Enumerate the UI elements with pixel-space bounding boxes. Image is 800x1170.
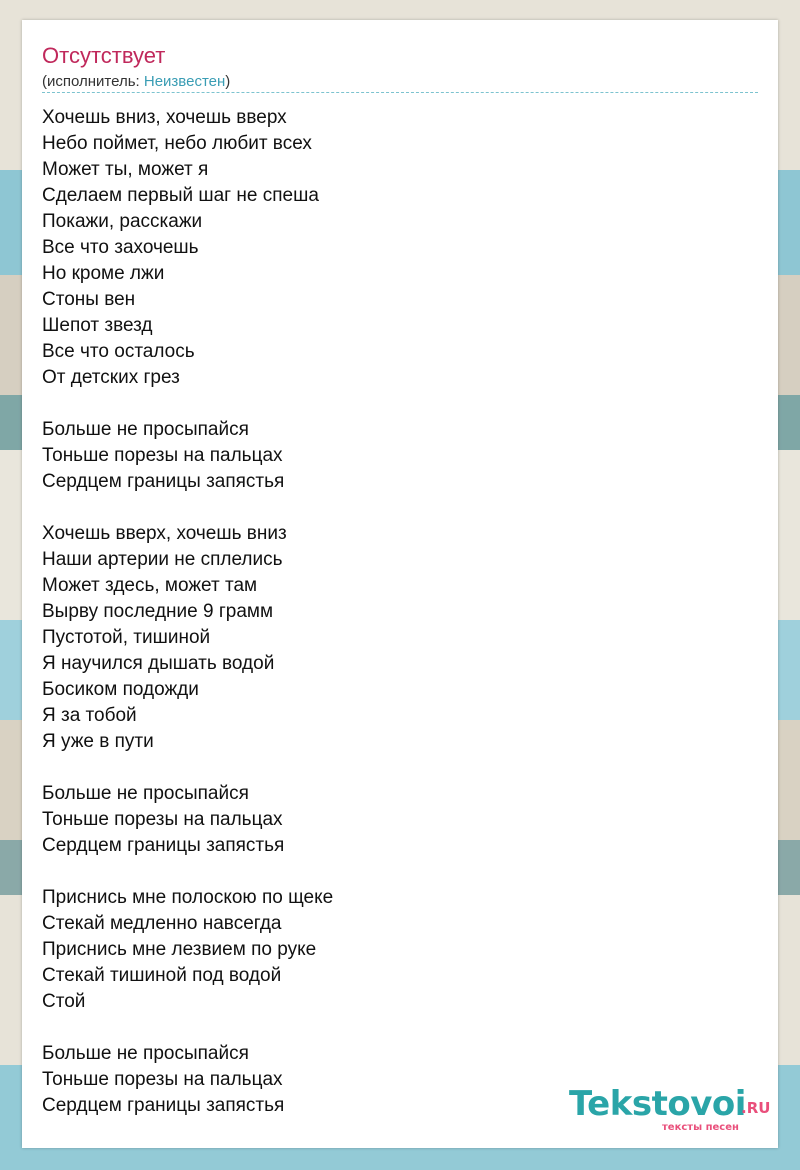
lyric-line: Сердцем границы запястья	[42, 835, 285, 856]
lyric-line: Вырву последние 9 грамм	[42, 601, 274, 622]
lyric-line: Покажи, расскажи	[42, 211, 203, 232]
stanza	[42, 417, 742, 495]
lyric-line: Стекай тишиной под водой	[42, 965, 282, 986]
lyric-line: Сердцем границы запястья	[42, 471, 285, 492]
lyric-line: Все что захочешь	[42, 237, 199, 258]
lyric-line: Тоньше порезы на пальцах	[42, 445, 283, 466]
artist-line	[42, 72, 230, 92]
lyric-line: Больше не просыпайся	[42, 1043, 249, 1064]
lyric-line: Небо поймет, небо любит всех	[42, 133, 312, 154]
lyric-line: Я уже в пути	[42, 731, 154, 752]
stanza	[42, 885, 742, 1015]
lyric-line: Босиком подожди	[42, 679, 199, 700]
lyric-line: Сердцем границы запястья	[42, 1095, 285, 1116]
lyrics-text	[42, 105, 742, 1119]
lyric-line: Приснись мне лезвием по руке	[42, 939, 317, 960]
stanza-gap	[42, 391, 742, 417]
lyric-line: Сделаем первый шаг не спеша	[42, 185, 319, 206]
lyric-line: Пустотой, тишиной	[42, 627, 211, 648]
lyric-line: Может ты, может я	[42, 159, 209, 180]
lyric-line: Больше не просыпайся	[42, 783, 249, 804]
lyric-line: Стой	[42, 991, 86, 1012]
stanza	[42, 521, 742, 755]
header-divider	[42, 92, 758, 93]
stanza-gap	[42, 755, 742, 781]
lyric-line: Может здесь, может там	[42, 575, 258, 596]
stanza-gap	[42, 1015, 742, 1041]
lyric-line: Шепот звезд	[42, 315, 153, 336]
lyric-line: Хочешь вниз, хочешь вверх	[42, 107, 287, 128]
lyric-line: Наши артерии не сплелись	[42, 549, 283, 570]
lyric-line: Тоньше порезы на пальцах	[42, 1069, 283, 1090]
lyric-line: Стекай медленно навсегда	[42, 913, 282, 934]
lyric-line: Но кроме лжи	[42, 263, 165, 284]
song-title: Отсутствует	[42, 43, 166, 68]
artist-prefix: (исполнитель:	[42, 73, 144, 90]
lyric-line: От детских грез	[42, 367, 180, 388]
lyric-line: Тоньше порезы на пальцах	[42, 809, 283, 830]
logo-tld: .RU	[741, 1099, 771, 1117]
site-logo[interactable]	[569, 1084, 774, 1140]
artist-suffix: )	[225, 73, 231, 90]
stanza	[42, 781, 742, 859]
stanza-gap	[42, 495, 742, 521]
lyric-line: Больше не просыпайся	[42, 419, 249, 440]
lyric-line: Я за тобой	[42, 705, 137, 726]
lyric-line: Все что осталось	[42, 341, 195, 362]
logo-name: Tekstovoi	[569, 1084, 746, 1124]
artist-link[interactable]: Неизвестен	[143, 73, 226, 90]
logo-tagline: тексты песен	[662, 1122, 739, 1133]
lyric-line: Я научился дышать водой	[42, 653, 275, 674]
lyric-line: Стоны вен	[42, 289, 136, 310]
stanza-gap	[42, 859, 742, 885]
stanza	[42, 105, 742, 391]
lyric-line: Хочешь вверх, хочешь вниз	[42, 523, 287, 544]
lyric-line: Приснись мне полоскою по щеке	[42, 887, 334, 908]
lyrics-card	[22, 20, 778, 1148]
